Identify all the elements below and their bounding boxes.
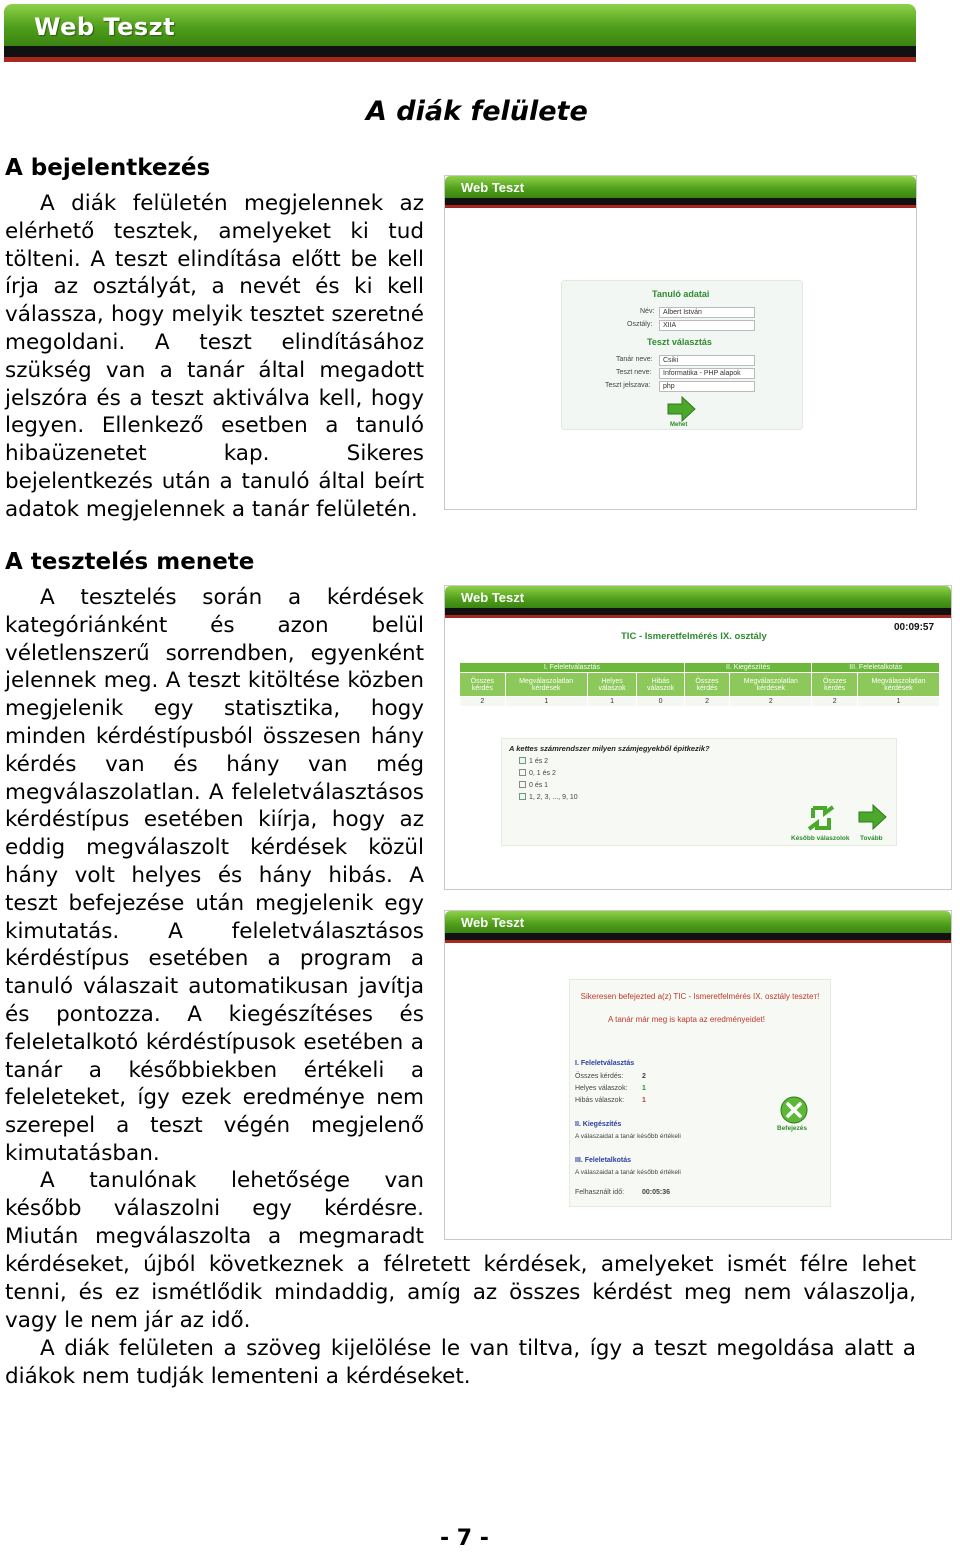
results-section-3-note: A válaszaidat a tanár később értékeli: [575, 1169, 681, 1176]
time-label: Felhasznált idő:: [575, 1189, 625, 1196]
page-banner: [4, 4, 916, 62]
stats-group-3: III. Feleletalkotás: [812, 663, 940, 673]
success-message-2: A tanár már meg is kapta az eredményeidet!: [608, 1015, 765, 1024]
stats-header: Összes kérdés: [684, 673, 730, 697]
stats-header: Összes kérdés: [812, 673, 858, 697]
stats-value: 0: [637, 697, 684, 707]
section-login-text: A diák felületén megjelennek az elérhető tesztek, amelyeket ki tud tölteni. A teszt elindítása előtt be kell írja az osztályát, a nevét és ki kell válassza, hogy melyik tesztet szeretné megoldani. A teszt elindításához szükség van a tanár által megadott jelszóra és a teszt aktiválva kell, hogy legyen. Ellenkező esetben a tanuló hibaüzenetet kap. Sikeres bejelentkezés után a tanuló által beírt adatok megjelennek a tanár felületén.: [5, 191, 424, 522]
option-checkbox[interactable]: [519, 769, 526, 776]
class-label: Osztály:: [627, 321, 653, 328]
next-arrow-icon[interactable]: [857, 804, 887, 830]
correct-label: Helyes válaszok:: [575, 1085, 628, 1092]
stats-header: Megválaszolatlan kérdések: [730, 673, 812, 697]
login-screenshot: [444, 175, 917, 510]
stats-value: 1: [857, 697, 939, 707]
results-section-2-note: A válaszaidat a tanár később értékeli: [575, 1133, 681, 1140]
stats-value: 2: [684, 697, 730, 707]
option-checkbox[interactable]: [519, 793, 526, 800]
timer: 00:09:57: [894, 622, 935, 633]
teacher-select[interactable]: Csiki: [659, 355, 755, 366]
finish-label[interactable]: Befejezés: [777, 1125, 807, 1132]
results-section-1: I. Feleletválasztás: [575, 1060, 635, 1067]
stats-value: 1: [587, 697, 637, 707]
total-label: Összes kérdés:: [575, 1073, 624, 1080]
stats-header: Összes kérdés: [460, 673, 506, 697]
stats-header: Megválaszolatlan kérdések: [857, 673, 939, 697]
shot1-title: Web Teszt: [461, 180, 525, 195]
testing-screenshot: [444, 585, 952, 890]
stats-table: [459, 662, 940, 707]
stats-value: 2: [730, 697, 812, 707]
stats-group-2: II. Kiegészítés: [684, 663, 812, 673]
later-answer-icon[interactable]: [807, 804, 835, 832]
results-section-3: III. Feleletalkotás: [575, 1157, 632, 1164]
name-field[interactable]: Albert István: [659, 307, 755, 318]
total-value: 2: [642, 1073, 646, 1080]
section-later-text: A tanulónak lehetősége van később válaszolni egy kérdésre. Miután megválaszolta a megmaradt: [5, 1168, 424, 1249]
option-4[interactable]: 1, 2, 3, ..., 9, 10: [519, 793, 578, 801]
shot3-title: Web Teszt: [461, 915, 525, 930]
option-3[interactable]: 0 és 1: [519, 781, 548, 789]
stats-value: 2: [812, 697, 858, 707]
banner-title: Web Teszt: [34, 13, 176, 41]
shot2-title: Web Teszt: [461, 590, 525, 605]
time-value: 00:05:36: [642, 1189, 671, 1196]
stats-header: Megválaszolatlan kérdések: [505, 673, 587, 697]
password-field[interactable]: php: [659, 381, 755, 392]
testname-select[interactable]: Informatika - PHP alapok: [659, 368, 755, 379]
wrong-label: Hibás válaszok:: [575, 1097, 625, 1104]
stats-value: 2: [460, 697, 506, 707]
password-label: Teszt jelszava:: [605, 382, 651, 389]
question-panel: [501, 738, 897, 846]
finish-icon[interactable]: [779, 1095, 809, 1125]
stats-value: 1: [505, 697, 587, 707]
later-answer-label[interactable]: Később válaszolok: [791, 835, 850, 842]
question-text: A kettes számrendszer milyen számjegyekből épitkezik?: [509, 744, 710, 753]
section-heading-testing: A tesztelés menete: [5, 549, 255, 575]
test-heading: Teszt választás: [647, 337, 712, 347]
option-checkbox[interactable]: [519, 781, 526, 788]
student-heading: Tanuló adatai: [652, 289, 710, 299]
results-section-2: II. Kiegészítés: [575, 1121, 622, 1128]
page-title: A diák felülete: [366, 96, 588, 127]
section-heading-login: A bejelentkezés: [5, 155, 211, 181]
class-select[interactable]: XIIA: [659, 320, 755, 331]
stats-header: Hibás válaszok: [637, 673, 684, 697]
correct-value: 1: [642, 1085, 646, 1092]
test-title: TIC - Ismeretfelmérés IX. osztály: [621, 631, 767, 642]
option-2[interactable]: 0, 1 és 2: [519, 769, 556, 777]
option-1[interactable]: 1 és 2: [519, 757, 548, 765]
section-copy-text: A diák felületen a szöveg kijelölése le van tiltva, így a teszt megoldása alatt a diákok nem tudják lementeni a kérdéseket.: [5, 1336, 916, 1389]
page-number: - 7 -: [440, 1526, 489, 1551]
stats-header: Helyes válaszok: [587, 673, 637, 697]
testname-label: Teszt neve:: [616, 369, 652, 376]
go-arrow-icon[interactable]: [666, 396, 696, 422]
teacher-label: Tanár neve:: [616, 356, 653, 363]
next-label[interactable]: Tovább: [860, 835, 883, 842]
results-screenshot: [444, 910, 952, 1240]
section-later-text-cont: kérdéseket, újból következnek a félretett kérdések, amelyeket ismét félre lehet tenni, és ez ismétlődik mindaddig, amíg az összes kérdést meg nem válaszolja, vagy le nem jár az idő.: [5, 1252, 916, 1333]
section-testing-text: A tesztelés során a kérdések kategóriánként és azon belül véletlenszerű sorrendben, egyenként jelennek meg. A teszt kitöltése közben megjelenik egy statisztika, hogy minden kérdéstípusból összesen hány kérdés van és hány van még megválaszolatlan. A feleletválasztásos kérdéstípus esetében kiírja, hogy az eddig megválaszolt kérdések közül hány volt helyes és hány hibás. A teszt befejezése után megjelenik egy kimutatás. A feleletválasztásos kérdéstípus esetében a program a tanuló válaszait automatikusan javítja és pontozza. A kiegészítéses és feleletalkotó kérdéstípusok esetében a tanár a későbbiekben értékeli a feleleteket, így ezek eredménye nem szerepel a teszt végén megjelenő kimutatásban.: [5, 585, 424, 1166]
name-label: Név:: [640, 308, 655, 315]
go-label[interactable]: Mehet: [670, 422, 688, 428]
stats-group-1: I. Feleletválasztás: [460, 663, 685, 673]
option-checkbox[interactable]: [519, 757, 526, 764]
success-message: Sikeresen befejezted a(z) TIC - Ismeretfelmérés IX. osztály teszteт!: [580, 992, 820, 1001]
wrong-value: 1: [642, 1097, 646, 1104]
